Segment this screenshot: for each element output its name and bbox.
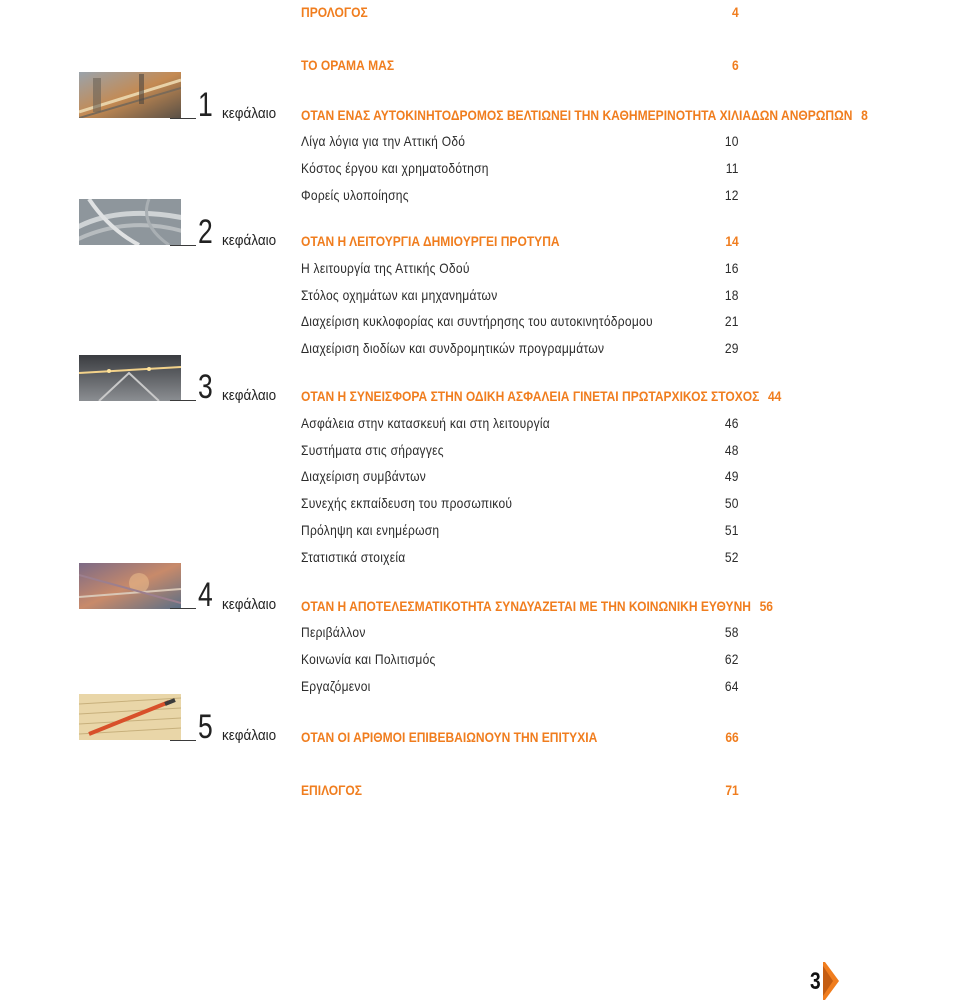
toc-entry-title: Συστήματα στις σήραγγες: [301, 442, 444, 458]
toc-entry[interactable]: [301, 285, 739, 305]
toc-entry-title: Διαχείριση συμβάντων: [301, 468, 427, 484]
chapter-2-number: 2: [198, 213, 213, 251]
toc-entry[interactable]: [301, 520, 739, 540]
toc-entry-page: 50: [724, 495, 739, 511]
chapter-3-number: 3: [198, 368, 213, 406]
toc-entry[interactable]: [301, 185, 739, 205]
chapter-5-number: 5: [198, 708, 213, 746]
chapter-5-label: κεφάλαιο: [222, 727, 277, 744]
toc-entry-prologue[interactable]: [301, 2, 739, 22]
page-arrow-icon: [823, 962, 839, 1000]
toc-entry-page: 4: [732, 4, 739, 20]
toc-entry[interactable]: [301, 622, 739, 642]
toc-entry-page: 66: [725, 729, 739, 745]
toc-entry[interactable]: [301, 493, 739, 513]
toc-entry[interactable]: [301, 413, 739, 433]
chapter-2-thumbnail: [79, 199, 181, 245]
chapter-1-label: κεφάλαιο: [222, 105, 277, 122]
toc-entry-page: 58: [724, 624, 739, 640]
toc-chapter-4-heading[interactable]: [301, 596, 773, 616]
toc-chapter-2-heading[interactable]: [301, 231, 739, 251]
toc-entry-page: 71: [725, 782, 739, 798]
toc-entry-title: Κόστος έργου και χρηματοδότηση: [301, 160, 489, 176]
toc-entry-title: Η λειτουργία της Αττικής Οδού: [301, 260, 470, 276]
toc-entry-title: ΟΤΑΝ Η ΑΠΟΤΕΛΕΣΜΑΤΙΚΟΤΗΤΑ ΣΥΝΔΥΑΖΕΤΑΙ ΜΕ ΤΗΝ ΚΟΙΝΩΝΙΚΗ ΕΥΘΥΝΗ: [301, 598, 751, 614]
toc-entry-title: Λίγα λόγια για την Αττική Οδό: [301, 133, 466, 149]
chapter-3-label: κεφάλαιο: [222, 387, 277, 404]
toc-entry-page: 48: [724, 442, 739, 458]
toc-entry-title: ΟΤΑΝ ΟΙ ΑΡΙΘΜΟΙ ΕΠΙΒΕΒΑΙΩΝΟΥΝ ΤΗΝ ΕΠΙΤΥΧΙΑ: [301, 729, 598, 745]
toc-entry[interactable]: [301, 466, 739, 486]
toc-entry-page: 62: [724, 651, 739, 667]
toc-entry-title: Διαχείριση διοδίων και συνδρομητικών προγραμμάτων: [301, 340, 605, 356]
chapter-4-label: κεφάλαιο: [222, 596, 277, 613]
toc-entry-page: 12: [724, 187, 739, 203]
chapter-1-number: 1: [198, 86, 213, 124]
toc-entry[interactable]: [301, 338, 739, 358]
toc-entry-title: ΠΡΟΛΟΓΟΣ: [301, 4, 368, 20]
toc-entry[interactable]: [301, 158, 739, 178]
toc-entry-title: ΟΤΑΝ Η ΛΕΙΤΟΥΡΓΙΑ ΔΗΜΙΟΥΡΓΕΙ ΠΡΟΤΥΠΑ: [301, 233, 560, 249]
toc-entry-page: 6: [732, 57, 739, 73]
toc-chapter-5-heading[interactable]: [301, 727, 739, 747]
toc-entry[interactable]: [301, 258, 739, 278]
toc-entry[interactable]: [301, 547, 739, 567]
toc-entry-title: Κοινωνία και Πολιτισμός: [301, 651, 436, 667]
toc-chapter-1-heading[interactable]: [301, 105, 868, 125]
toc-entry[interactable]: [301, 311, 739, 331]
toc-entry-page: 51: [724, 522, 739, 538]
toc-entry-page: 8: [861, 107, 868, 123]
toc-entry-page: 29: [724, 340, 739, 356]
toc-entry-title: Εργαζόμενοι: [301, 678, 371, 694]
chapter-3-rule: [170, 400, 196, 401]
toc-entry-page: 46: [724, 415, 739, 431]
chapter-3-thumbnail: [79, 355, 181, 401]
toc-entry[interactable]: [301, 676, 739, 696]
toc-entry-page: 21: [724, 313, 739, 329]
chapter-2-rule: [170, 245, 196, 246]
toc-entry-page: 52: [724, 549, 739, 565]
toc-entry-page: 14: [725, 233, 739, 249]
toc-entry-title: Πρόληψη και ενημέρωση: [301, 522, 440, 538]
toc-entry-title: Φορείς υλοποίησης: [301, 187, 409, 203]
toc-chapter-3-heading[interactable]: [301, 386, 782, 406]
toc-entry-title: Διαχείριση κυκλοφορίας και συντήρησης του αυτοκινητόδρομου: [301, 313, 653, 329]
toc-entry-vision[interactable]: [301, 55, 739, 75]
chapter-1-rule: [170, 118, 196, 119]
toc-entry[interactable]: [301, 131, 739, 151]
chapter-4-thumbnail: [79, 563, 181, 609]
toc-entry-page: 44: [767, 388, 782, 404]
toc-entry-title: ΤΟ ΟΡΑΜΑ ΜΑΣ: [301, 57, 395, 73]
toc-entry-page: 11: [725, 160, 739, 176]
page-number: 3: [810, 968, 821, 995]
chapter-5-rule: [170, 740, 196, 741]
toc-entry[interactable]: [301, 649, 739, 669]
chapter-4-rule: [170, 608, 196, 609]
toc-entry-page: 10: [724, 133, 739, 149]
chapter-2-label: κεφάλαιο: [222, 232, 277, 249]
toc-entry-title: ΟΤΑΝ ΕΝΑΣ ΑΥΤΟΚΙΝΗΤΟΔΡΟΜΟΣ ΒΕΛΤΙΩΝΕΙ ΤΗΝ ΚΑΘΗΜΕΡΙΝΟΤΗΤΑ ΧΙΛΙΑΔΩΝ ΑΝΘΡΩΠΩΝ: [301, 107, 853, 123]
toc-entry-page: 49: [724, 468, 739, 484]
toc-entry-epilogue[interactable]: [301, 780, 739, 800]
toc-entry-title: Συνεχής εκπαίδευση του προσωπικού: [301, 495, 513, 511]
chapter-5-thumbnail: [79, 694, 181, 740]
toc-entry-title: ΟΤΑΝ Η ΣΥΝΕΙΣΦΟΡΑ ΣΤΗΝ ΟΔΙΚΗ ΑΣΦΑΛΕΙΑ ΓΙΝΕΤΑΙ ΠΡΩΤΑΡΧΙΚΟΣ ΣΤΟΧΟΣ: [301, 388, 760, 404]
toc-entry-page: 56: [759, 598, 773, 614]
toc-entry-title: Στόλος οχημάτων και μηχανημάτων: [301, 287, 498, 303]
toc-entry-page: 16: [724, 260, 739, 276]
toc-entry-title: ΕΠΙΛΟΓΟΣ: [301, 782, 362, 798]
toc-entry-title: Περιβάλλον: [301, 624, 366, 640]
toc-entry-title: Στατιστικά στοιχεία: [301, 549, 406, 565]
toc-entry-page: 18: [724, 287, 739, 303]
toc-entry-page: 64: [724, 678, 739, 694]
toc-entry[interactable]: [301, 440, 739, 460]
chapter-1-thumbnail: [79, 72, 181, 118]
chapter-4-number: 4: [198, 576, 213, 614]
toc-entry-title: Ασφάλεια στην κατασκευή και στη λειτουργία: [301, 415, 551, 431]
